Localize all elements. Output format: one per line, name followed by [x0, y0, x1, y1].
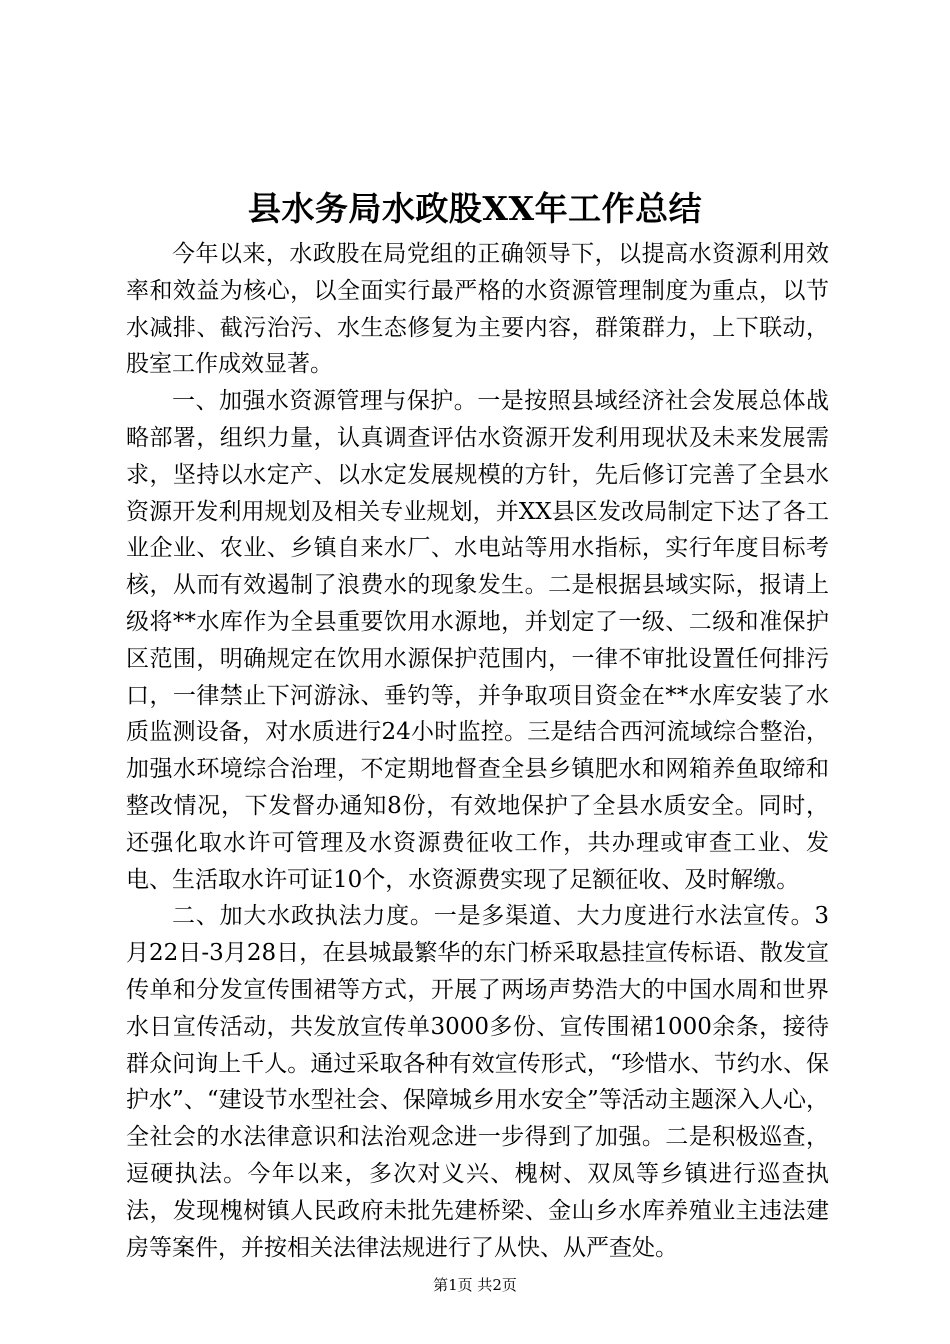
document-body — [126, 236, 829, 1266]
paragraph-intro: 今年以来，水政股在局党组的正确领导下，以提高水资源利用效率和效益为核心，以全面实行最严格的水资源管理制度为重点，以节水减排、截污治污、水生态修复为主要内容，群策群力，上下联动，股室工作成效显著。 — [126, 241, 829, 378]
paragraph-section-2: 二、加大水政执法力度。一是多渠道、大力度进行水法宣传。3月22日-3月28日，在县城最繁华的东门桥采取悬挂宣传标语、散发宣传单和分发宣传围裙等方式，开展了两场声势浩大的中国水周和世界水日宣传活动，共发放宣传单3000多份、宣传围裙1000余条，接待群众问询上千人。通过采取各种有效宣传形式，“珍惜水、节约水、保护水”、“建设节水型社会、保障城乡用水安全”等活动主题深入人心，全社会的水法律意识和法治观念进一步得到了加强。二是积极巡查，逗硬执法。今年以来，多次对义兴、槐树、双凤等乡镇进行巡查执法，发现槐树镇人民政府未批先建桥梁、金山乡水库养殖业主违法建房等案件，并按相关法律法规进行了从快、从严查处。 — [126, 903, 829, 1261]
page-number-footer: 第1页 共2页 — [433, 1276, 517, 1294]
document-title: 县水务局水政股XX年工作总结 — [247, 189, 703, 228]
paragraph-section-1: 一、加强水资源管理与保护。一是按照县域经济社会发展总体战略部署，组织力量，认真调查评估水资源开发利用现状及未来发展需求，坚持以水定产、以水定发展规模的方针，先后修订完善了全县水资源开发利用规划及相关专业规划，并XX县区发改局制定下达了各工业企业、农业、乡镇自来水厂、水电站等用水指标，实行年度目标考核，从而有效遏制了浪费水的现象发生。二是根据县域实际，报请上级将**水库作为全县重要饮用水源地，并划定了一级、二级和准保护区范围，明确规定在饮用水源保护范围内，一律不审批设置任何排污口，一律禁止下河游泳、垂钓等，并争取项目资金在**水库安装了水质监测设备，对水质进行24小时监控。三是结合西河流域综合整治，加强水环境综合治理，不定期地督查全县乡镇肥水和网箱养鱼取缔和整改情况，下发督办通知8份，有效地保护了全县水质安全。同时，还强化取水许可管理及水资源费征收工作，共办理或审查工业、发电、生活取水许可证10个，水资源费实现了足额征收、及时解缴。 — [126, 388, 829, 893]
